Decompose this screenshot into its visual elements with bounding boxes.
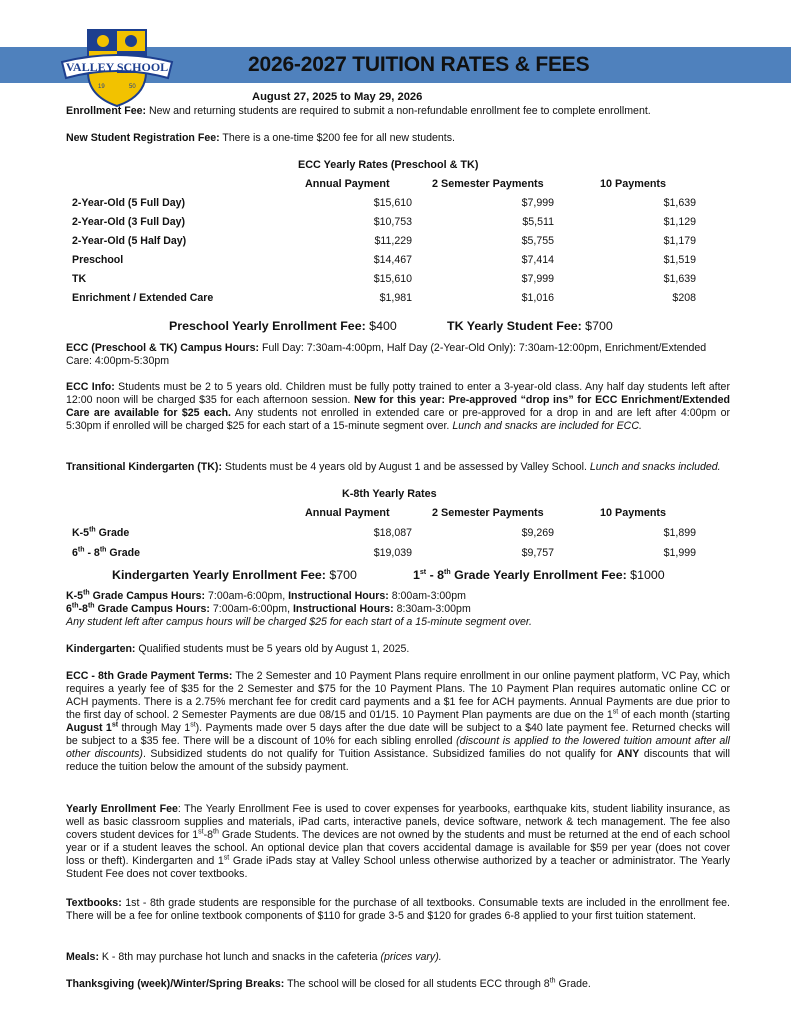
tk-student-fee: TK Yearly Student Fee: $700: [447, 319, 613, 333]
k8-table-heading: K-8th Yearly Rates: [342, 488, 437, 500]
ecc-col-semester: 2 Semester Payments: [432, 178, 544, 190]
table-row: 6th - 8th Grade $19,039 $9,757 $1,999: [72, 546, 696, 559]
logo-text: VALLEY SCHOOL: [65, 60, 169, 74]
table-row: Enrichment / Extended Care $1,981 $1,016 $208: [72, 292, 696, 304]
textbooks-paragraph: Textbooks: 1st - 8th grade students are responsible for the purchase of all textbooks. Consumable texts are included in the enrollment fee. There will be a fee for online textbook components of $110 for grade 3-5 and $120 for grades 6-8 applied to your first tuition statement.: [66, 897, 730, 922]
kindergarten-enrollment-fee: Kindergarten Yearly Enrollment Fee: $700: [112, 568, 357, 582]
breaks-paragraph: Thanksgiving (week)/Winter/Spring Breaks: The school will be closed for all students ECC through 8th Grade.: [66, 977, 591, 990]
ecc-info-paragraph: ECC Info: Students must be 2 to 5 years old. Children must be fully potty trained to enter a 3-year-old class. Any half day students left after 12:00 noon will be charged $35 for each afternoon session. New for this year: Pre-approved “drop ins” for ECC Enrichment/Extended Care are available for $25 each. Any students not enrolled in extended care or pre-approved for a drop in and are left after 4:00pm or 5:30pm if enrolled will be charged $25 for each start of a 15-minute segment over. Lunch and snacks are included for ECC.: [66, 381, 731, 432]
registration-fee-paragraph: New Student Registration Fee: There is a one-time $200 fee for all new students.: [66, 132, 455, 144]
page-title: 2026-2027 TUITION RATES & FEES: [248, 53, 590, 76]
ecc-campus-hours: ECC (Preschool & TK) Campus Hours: Full Day: 7:30am-4:00pm, Half Day (2-Year-Old Only): 7:30am-12:00pm, Enrichment/Extended Care: 4:00pm-5:30pm: [66, 342, 707, 367]
valley-school-logo: [58, 26, 176, 108]
k8-campus-hours: K-5th Grade Campus Hours: 7:00am-6:00pm, Instructional Hours: 8:00am-3:00pm 6th-8th Grade Campus Hours: 7:00am-6:00pm, Instructional Hours: 8:30am-3:00pm Any student left after campus hours will be charged $25 for each start of a 15-minute segment over.: [66, 589, 532, 628]
kindergarten-paragraph: Kindergarten: Qualified students must be 5 years old by August 1, 2025.: [66, 643, 410, 655]
grade1-8-enrollment-fee: 1st - 8th Grade Yearly Enrollment Fee: $1000: [413, 568, 665, 582]
table-row: TK $15,610 $7,999 $1,639: [72, 273, 696, 285]
svg-text:50: 50: [129, 84, 136, 90]
table-row: 2-Year-Old (5 Half Day) $11,229 $5,755 $1,179: [72, 235, 696, 247]
table-row: Preschool $14,467 $7,414 $1,519: [72, 254, 696, 266]
table-row: K-5th Grade $18,087 $9,269 $1,899: [72, 526, 696, 539]
k8-col-ten: 10 Payments: [600, 507, 667, 519]
k8-col-semester: 2 Semester Payments: [432, 507, 544, 519]
meals-paragraph: Meals: K - 8th may purchase hot lunch and snacks in the cafeteria (prices vary).: [66, 951, 442, 963]
payment-terms-paragraph: ECC - 8th Grade Payment Terms: The 2 Semester and 10 Payment Plans require enrollment in our online payment platform, VC Pay, which requires a yearly fee of $35 for the 2 Semester and $75 for the 10 Payment Plans. The 10 Payment Plan requires automatic online CC or ACH payments. There is a 2.75% merchant fee for credit card payments and a $1 fee for ACH payments. Annual Payments are due prior to the first day of school. 2 Semester Payments are due 08/15 and 01/15. 10 Payment Plan payments are due on the 1st of each month (starting August 1st through May 1st). Payments made over 5 days after the due date will be subject to a $40 late payment fee. Returned checks will be subject to a $35 fee. There will be a discount of 10% for each sibling enrolled (discount is applied to the lowered tuition amount after all other discounts). Subsidized students do not qualify for Tuition Assistance. Subsidized families do not qualify for ANY discounts that will reduce the tuition below the amount of the subsidy payment.: [66, 670, 730, 773]
k8-col-annual: Annual Payment: [305, 507, 390, 519]
school-year-dates: August 27, 2025 to May 29, 2026: [252, 91, 423, 103]
ecc-col-ten: 10 Payments: [600, 178, 667, 190]
enrollment-fee-paragraph: Enrollment Fee: New and returning students are required to submit a non-refundable enrollment fee to complete enrollment.: [66, 105, 651, 117]
svg-text:19: 19: [98, 84, 105, 90]
tk-paragraph: Transitional Kindergarten (TK): Students must be 4 years old by August 1 and be assessed by Valley School. Lunch and snacks included.: [66, 461, 721, 473]
preschool-enrollment-fee: Preschool Yearly Enrollment Fee: $400: [169, 319, 397, 333]
ecc-table-heading: ECC Yearly Rates (Preschool & TK): [298, 159, 479, 171]
table-row: 2-Year-Old (5 Full Day) $15,610 $7,999 $1,639: [72, 197, 696, 209]
table-row: 2-Year-Old (3 Full Day) $10,753 $5,511 $1,129: [72, 216, 696, 228]
ecc-col-annual: Annual Payment: [305, 178, 390, 190]
yearly-enrollment-fee-paragraph: Yearly Enrollment Fee: The Yearly Enrollment Fee is used to cover expenses for yearbooks, earthquake kits, student liability insurance, as well as basic classroom supplies and materials, iPad carts, interactive panels, device software, network & tech management. The fee also covers student devices for 1st-8th Grade Students. The devices are not owned by the students and must be returned at the end of each school year or if a student leaves the school. An optional device plan that covers accidental damage is available for $59 per year (does not cover loss or theft). Kindergarten and 1st Grade iPads stay at Valley School unless otherwise authorized by a teacher or administrator. The Yearly Student Fee does not cover textbooks.: [66, 803, 731, 880]
